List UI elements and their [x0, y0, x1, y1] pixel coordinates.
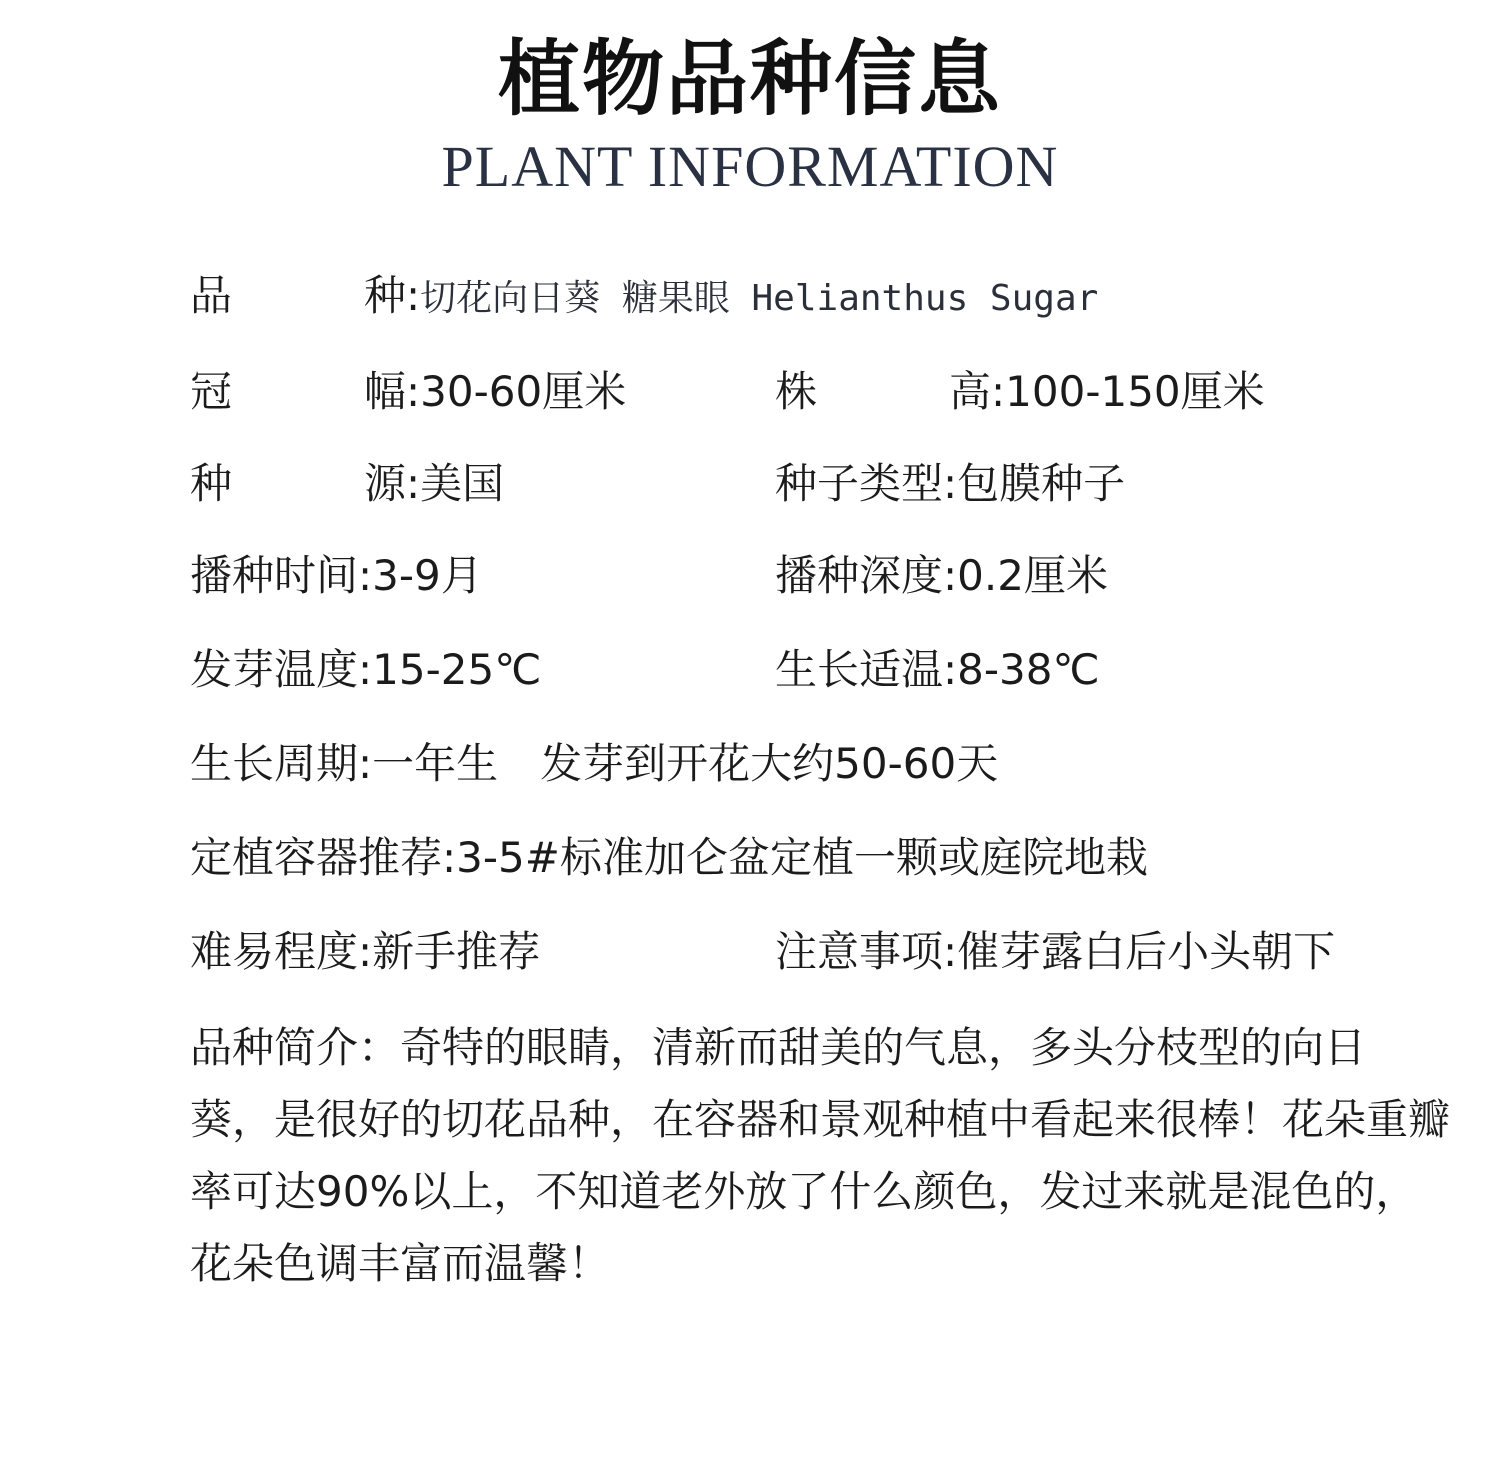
seed-type-value: 包膜种子: [957, 459, 1126, 508]
sowing-depth-colon: :: [943, 551, 958, 600]
growth-cycle-colon: :: [358, 739, 373, 788]
crown-width-label: 冠 幅: [190, 367, 406, 416]
page-title-en: PLANT INFORMATION: [441, 134, 1059, 199]
notes-label: 注意事项: [775, 927, 944, 976]
origin-value: 美国: [420, 459, 505, 508]
seed-type-colon: :: [943, 459, 958, 508]
intro-text: 奇特的眼睛，清新而甜美的气息，多头分枝型的向日葵，是很好的切花品种，在容器和景观种植中看起来很棒！花朵重瓣率可达90%以上，不知道老外放了什么颜色，发过来就是混色的，花朵色调丰富而温馨！: [190, 1023, 1451, 1288]
growth-cycle-label: 生长周期: [190, 739, 359, 788]
intro-colon: ：: [358, 1023, 401, 1072]
sowing-depth-label: 播种深度: [775, 551, 944, 600]
sowing-depth-value: 0.2厘米: [957, 551, 1108, 600]
growth-temp-label: 生长适温: [775, 645, 944, 694]
origin-colon: :: [406, 459, 421, 508]
crown-width-colon: :: [406, 367, 421, 416]
sowing-time-label: 播种时间: [190, 551, 359, 600]
page-title-cn: 植物品种信息: [497, 32, 1002, 127]
plant-height-value: 100-150厘米: [1005, 367, 1265, 416]
container-colon: :: [442, 833, 457, 882]
notes-colon: :: [943, 927, 958, 976]
germination-temp-colon: :: [358, 645, 373, 694]
container-value: 3-5#标准加仑盆定植一颗或庭院地栽: [456, 833, 1148, 882]
germination-temp-label: 发芽温度: [190, 645, 359, 694]
crown-width-value: 30-60厘米: [420, 367, 627, 416]
difficulty-colon: :: [358, 927, 373, 976]
growth-temp-value: 8-38℃: [957, 645, 1100, 694]
growth-cycle-value: 一年生 发芽到开花大约50-60天: [372, 739, 999, 788]
difficulty-value: 新手推荐: [372, 927, 541, 976]
container-label: 定植容器推荐: [190, 833, 443, 882]
notes-value: 催芽露白后小头朝下: [957, 927, 1336, 976]
variety-intro: [190, 1012, 1450, 1300]
intro-label: 品种简介: [190, 1023, 359, 1072]
growth-temp-colon: :: [943, 645, 958, 694]
germination-temp-value: 15-25℃: [372, 645, 542, 694]
origin-label: 种 源: [190, 459, 406, 508]
difficulty-label: 难易程度: [190, 927, 359, 976]
variety-value: 切花向日葵 糖果眼 Helianthus Sugar: [420, 278, 1099, 319]
sowing-time-value: 3-9月: [372, 551, 483, 600]
seed-type-label: 种子类型: [775, 459, 944, 508]
variety-colon: :: [406, 271, 421, 320]
variety-label: 品 种: [190, 271, 406, 320]
plant-height-label: 株 高: [775, 367, 991, 416]
sowing-time-colon: :: [358, 551, 373, 600]
plant-height-colon: :: [991, 367, 1006, 416]
